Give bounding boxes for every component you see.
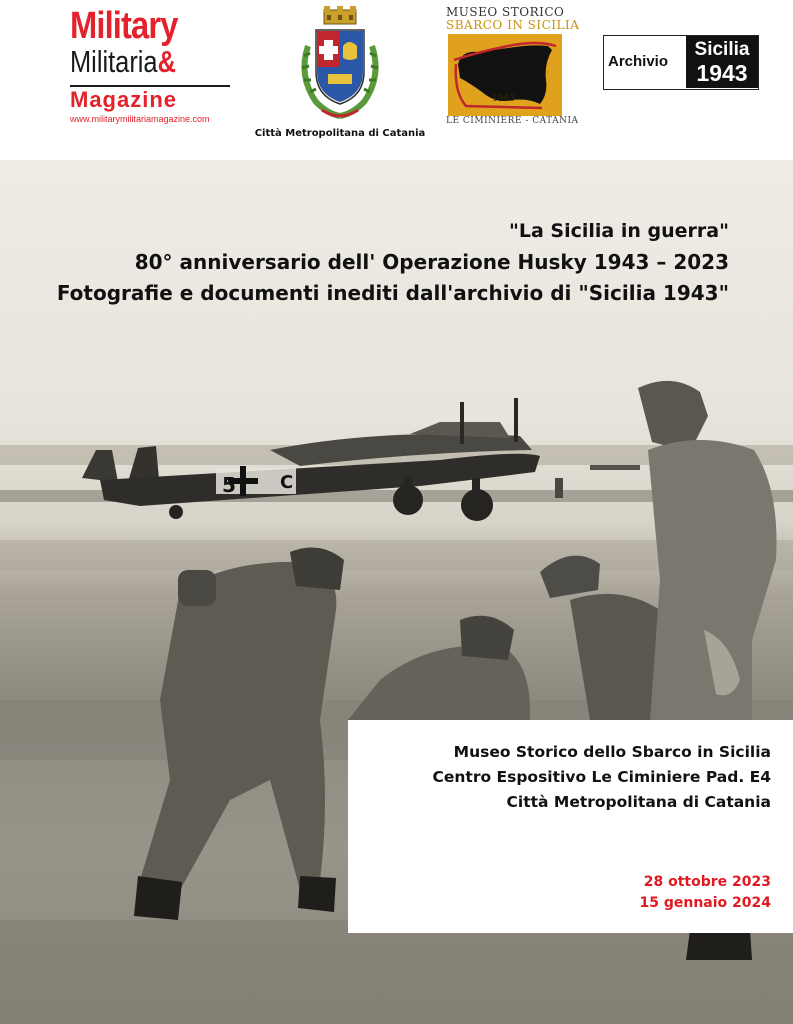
catania-coat-of-arms-logo: [250, 6, 430, 140]
museo-logo-year: 1943: [492, 94, 515, 104]
date-end: 15 gennaio 2024: [639, 895, 771, 911]
soldier-middle: [348, 616, 530, 720]
military-militaria-magazine-logo: [70, 6, 232, 126]
historical-photo: [0, 160, 793, 1024]
logo-militaria-word: Militaria: [70, 44, 158, 79]
logo-magazine-text: Magazine: [70, 87, 178, 112]
museo-logo-caption: LE CIMINIERE - CATANIA: [446, 116, 579, 126]
museo-logo-title: [446, 5, 580, 32]
date-start: 28 ottobre 2023: [643, 874, 771, 890]
exhibition-headline: [57, 216, 729, 309]
museo-logo-title-line2: SBARCO IN SICILIA: [446, 18, 580, 32]
archivio-sicilia-text: Sicilia: [694, 39, 750, 60]
logo-militaria-text: [70, 46, 176, 78]
venue-city: Città Metropolitana di Catania: [506, 793, 771, 811]
museo-storico-logo: [446, 5, 580, 126]
venue-museum: Museo Storico dello Sbarco in Sicilia: [453, 743, 771, 761]
venue-lines: [433, 740, 772, 815]
museo-logo-title-line1: MUSEO STORICO: [446, 5, 565, 19]
soldier-right-middle: [540, 556, 670, 720]
soldier-left: [134, 548, 344, 921]
headline-title: "La Sicilia in guerra": [508, 220, 729, 242]
archivio-text: Archivio: [608, 53, 669, 70]
archivio-sicilia-1943-logo: [603, 35, 759, 90]
aircraft-marking-right: C: [280, 472, 294, 493]
logo-url: www.militarymilitariamagazine.com: [70, 114, 210, 124]
coat-of-arms-icon: [294, 6, 386, 124]
aircraft-marking-left: 5: [222, 473, 236, 497]
archivio-dark-block: [686, 36, 758, 88]
venue-exhibition-center: Centro Espositivo Le Ciminiere Pad. E4: [432, 768, 771, 786]
logo-ampersand: &: [157, 44, 176, 79]
bomber-aircraft: [82, 398, 540, 521]
museo-logo-emblem: [448, 34, 562, 116]
catania-label: Città Metropolitana di Catania: [254, 128, 426, 139]
venue-info-box: [348, 720, 793, 933]
headline-anniversary: 80° anniversario dell' Operazione Husky 1943 – 2023: [134, 250, 729, 274]
headline-subtitle: Fotografie e documenti inediti dall'archivio di "Sicilia 1943": [56, 281, 729, 305]
archivio-year-text: 1943: [696, 60, 748, 86]
exhibition-dates: [639, 872, 771, 914]
header-logos: [0, 0, 793, 160]
logo-military-text: Military: [70, 5, 178, 47]
